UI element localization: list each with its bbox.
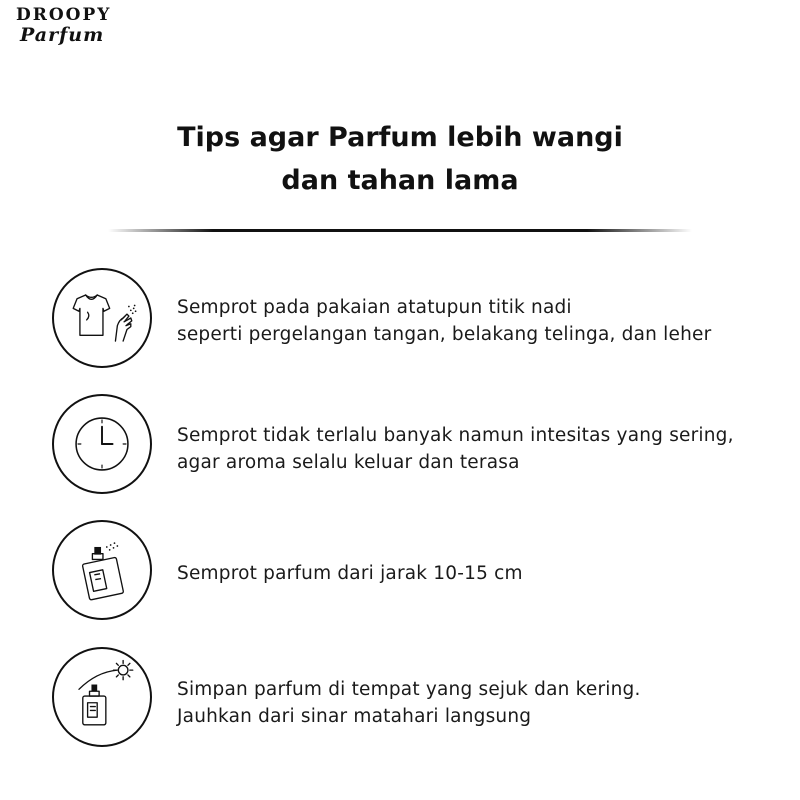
tip-line-2: Jauhkan dari sinar matahari langsung (177, 706, 532, 727)
tip-line-1: Semprot parfum dari jarak 10-15 cm (177, 563, 523, 584)
brand-name: DROOPY (16, 5, 112, 25)
title-divider (108, 229, 692, 232)
tip-icon-circle (52, 268, 152, 368)
title-line-1: Tips agar Parfum lebih wangi (177, 122, 623, 153)
perfume-bottle-spray-icon (54, 522, 150, 618)
brand-logo (16, 6, 111, 46)
tshirt-spray-icon (54, 270, 150, 366)
clock-icon (54, 396, 150, 492)
tip-text (177, 676, 641, 730)
tip-text (177, 294, 711, 348)
tip-item-spray-frequency (52, 394, 772, 498)
tip-line-2: seperti pergelangan tangan, belakang telinga, dan leher (177, 324, 712, 345)
tip-icon-circle (52, 520, 152, 620)
tip-item-spray-distance (52, 520, 772, 624)
tip-icon-circle (52, 647, 152, 747)
tip-line-2: agar aroma selalu keluar dan terasa (177, 452, 520, 473)
tip-item-spray-pulse-points (52, 268, 772, 372)
tip-line-1: Semprot tidak terlalu banyak namun intesitas yang sering, (177, 425, 734, 446)
tip-icon-circle (52, 394, 152, 494)
tip-line-1: Simpan parfum di tempat yang sejuk dan kering. (177, 679, 641, 700)
title-line-2: dan tahan lama (281, 165, 519, 196)
brand-subtitle: Parfum (20, 24, 105, 46)
perfume-bottle-sun-icon (54, 649, 150, 745)
tip-line-1: Semprot pada pakaian atatupun titik nadi (177, 297, 572, 318)
tip-item-storage (52, 647, 772, 751)
tip-text (177, 560, 523, 587)
page-title (0, 116, 800, 202)
tip-text (177, 422, 734, 476)
